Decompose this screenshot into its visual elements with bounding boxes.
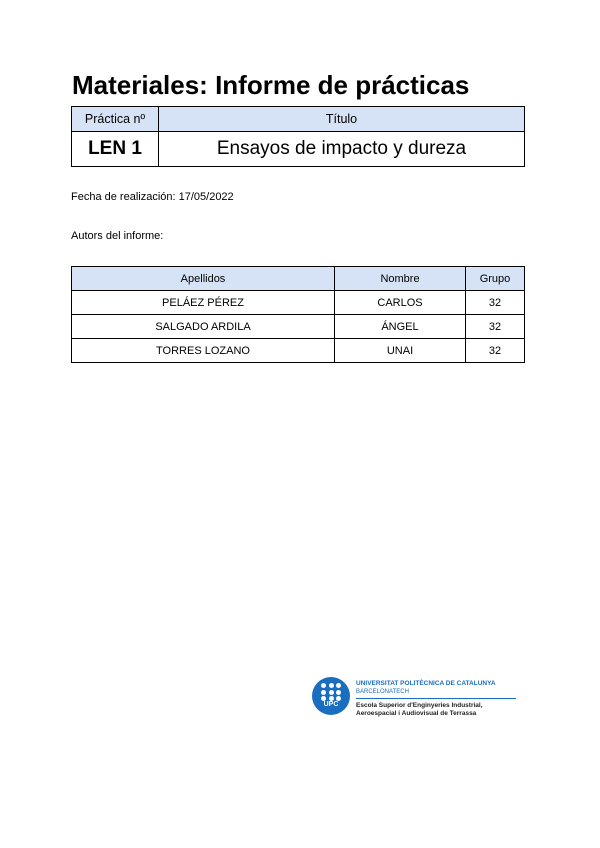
logo-school-line2: Aeroespacial i Audiovisual de Terrassa — [356, 710, 477, 717]
logo-barcelonatech: BARCELONATECH — [356, 689, 409, 695]
table-row — [72, 291, 525, 315]
upc-logo — [312, 677, 532, 719]
apellidos-cell: SALGADO ARDILA — [72, 315, 335, 339]
col-apellidos: Apellidos — [72, 267, 335, 291]
nombre-cell: UNAI — [335, 339, 466, 363]
autors-label: Autors del informe: — [71, 230, 164, 242]
col-nombre: Nombre — [335, 267, 466, 291]
logo-divider — [356, 698, 516, 699]
apellidos-cell: PELÁEZ PÉREZ — [72, 291, 335, 315]
fecha-realizacion: Fecha de realización: 17/05/2022 — [71, 191, 234, 203]
table-row — [72, 315, 525, 339]
logo-school-line1: Escola Superior d'Enginyeries Industrial, — [356, 702, 483, 709]
practica-table — [71, 106, 525, 167]
upc-badge-text: UPC — [323, 701, 339, 708]
logo-university-name: UNIVERSITAT POLITÈCNICA DE CATALUNYA — [356, 680, 496, 687]
nombre-cell: CARLOS — [335, 291, 466, 315]
practica-num: LEN 1 — [72, 132, 159, 167]
grupo-cell: 32 — [466, 291, 525, 315]
apellidos-cell: TORRES LOZANO — [72, 339, 335, 363]
col-grupo: Grupo — [466, 267, 525, 291]
authors-header-row — [72, 267, 525, 291]
practica-value-row — [72, 132, 525, 167]
practica-num-header: Práctica nº — [72, 107, 159, 132]
practica-title: Ensayos de impacto y dureza — [159, 132, 525, 167]
authors-table — [71, 266, 525, 363]
nombre-cell: ÁNGEL — [335, 315, 466, 339]
grupo-cell: 32 — [466, 315, 525, 339]
grupo-cell: 32 — [466, 339, 525, 363]
practica-title-header: Título — [159, 107, 525, 132]
practica-header-row — [72, 107, 525, 132]
table-row — [72, 339, 525, 363]
upc-logo-icon — [312, 677, 350, 715]
report-title: Materiales: Informe de prácticas — [72, 70, 470, 100]
